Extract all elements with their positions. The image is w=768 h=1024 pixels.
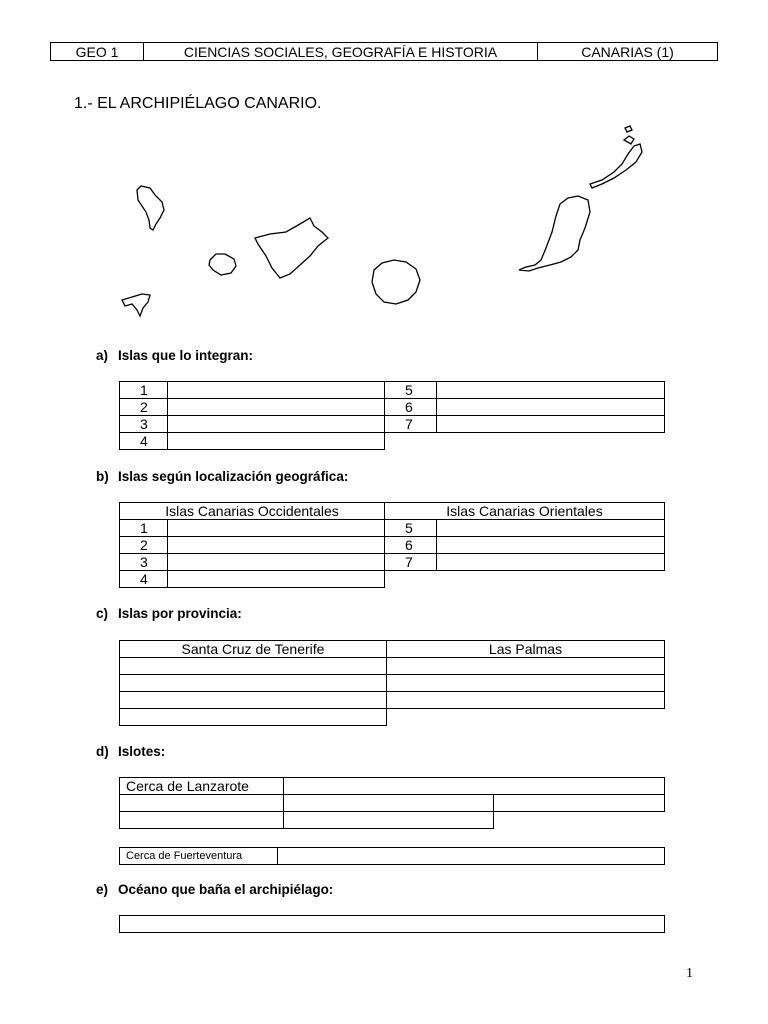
table-ocean (119, 915, 665, 933)
table-islets-lanzarote: Cerca de Lanzarote (119, 777, 665, 829)
island-tenerife (255, 218, 328, 278)
header-unit: CANARIAS (1) (538, 43, 718, 61)
island-fuerteventura (519, 196, 590, 271)
island-lanzarote (590, 144, 642, 188)
island-la-gomera (209, 254, 236, 275)
header-table (50, 42, 718, 61)
canary-islands-map (110, 120, 670, 330)
section-title: 1.- EL ARCHIPIÉLAGO CANARIO. (74, 95, 322, 112)
island-la-palma (137, 186, 164, 230)
question-a: a) Islas que lo integran: (96, 348, 254, 363)
table-location: Islas Canarias Occidentales Islas Canarias Orientales 1 5 2 6 3 7 4 (119, 502, 665, 588)
question-e: e) Océano que baña el archipiélago: (96, 882, 334, 897)
islet-alegranza (625, 126, 632, 132)
table-islets-fuerteventura: Cerca de Fuerteventura (119, 847, 665, 865)
page-number: 1 (686, 966, 693, 981)
table-province: Santa Cruz de Tenerife Las Palmas (119, 640, 665, 726)
island-el-hierro (122, 294, 150, 316)
header-subject: CIENCIAS SOCIALES, GEOGRAFÍA E HISTORIA (144, 43, 538, 61)
question-c: c) Islas por provincia: (96, 606, 242, 621)
island-gran-canaria (372, 260, 420, 304)
islet-la-graciosa (624, 136, 634, 144)
question-d: d) Islotes: (96, 744, 166, 759)
table-islands: 1 5 2 6 3 7 4 (119, 381, 665, 450)
question-b: b) Islas según localización geográfica: (96, 469, 349, 484)
header-course: GEO 1 (51, 43, 144, 61)
